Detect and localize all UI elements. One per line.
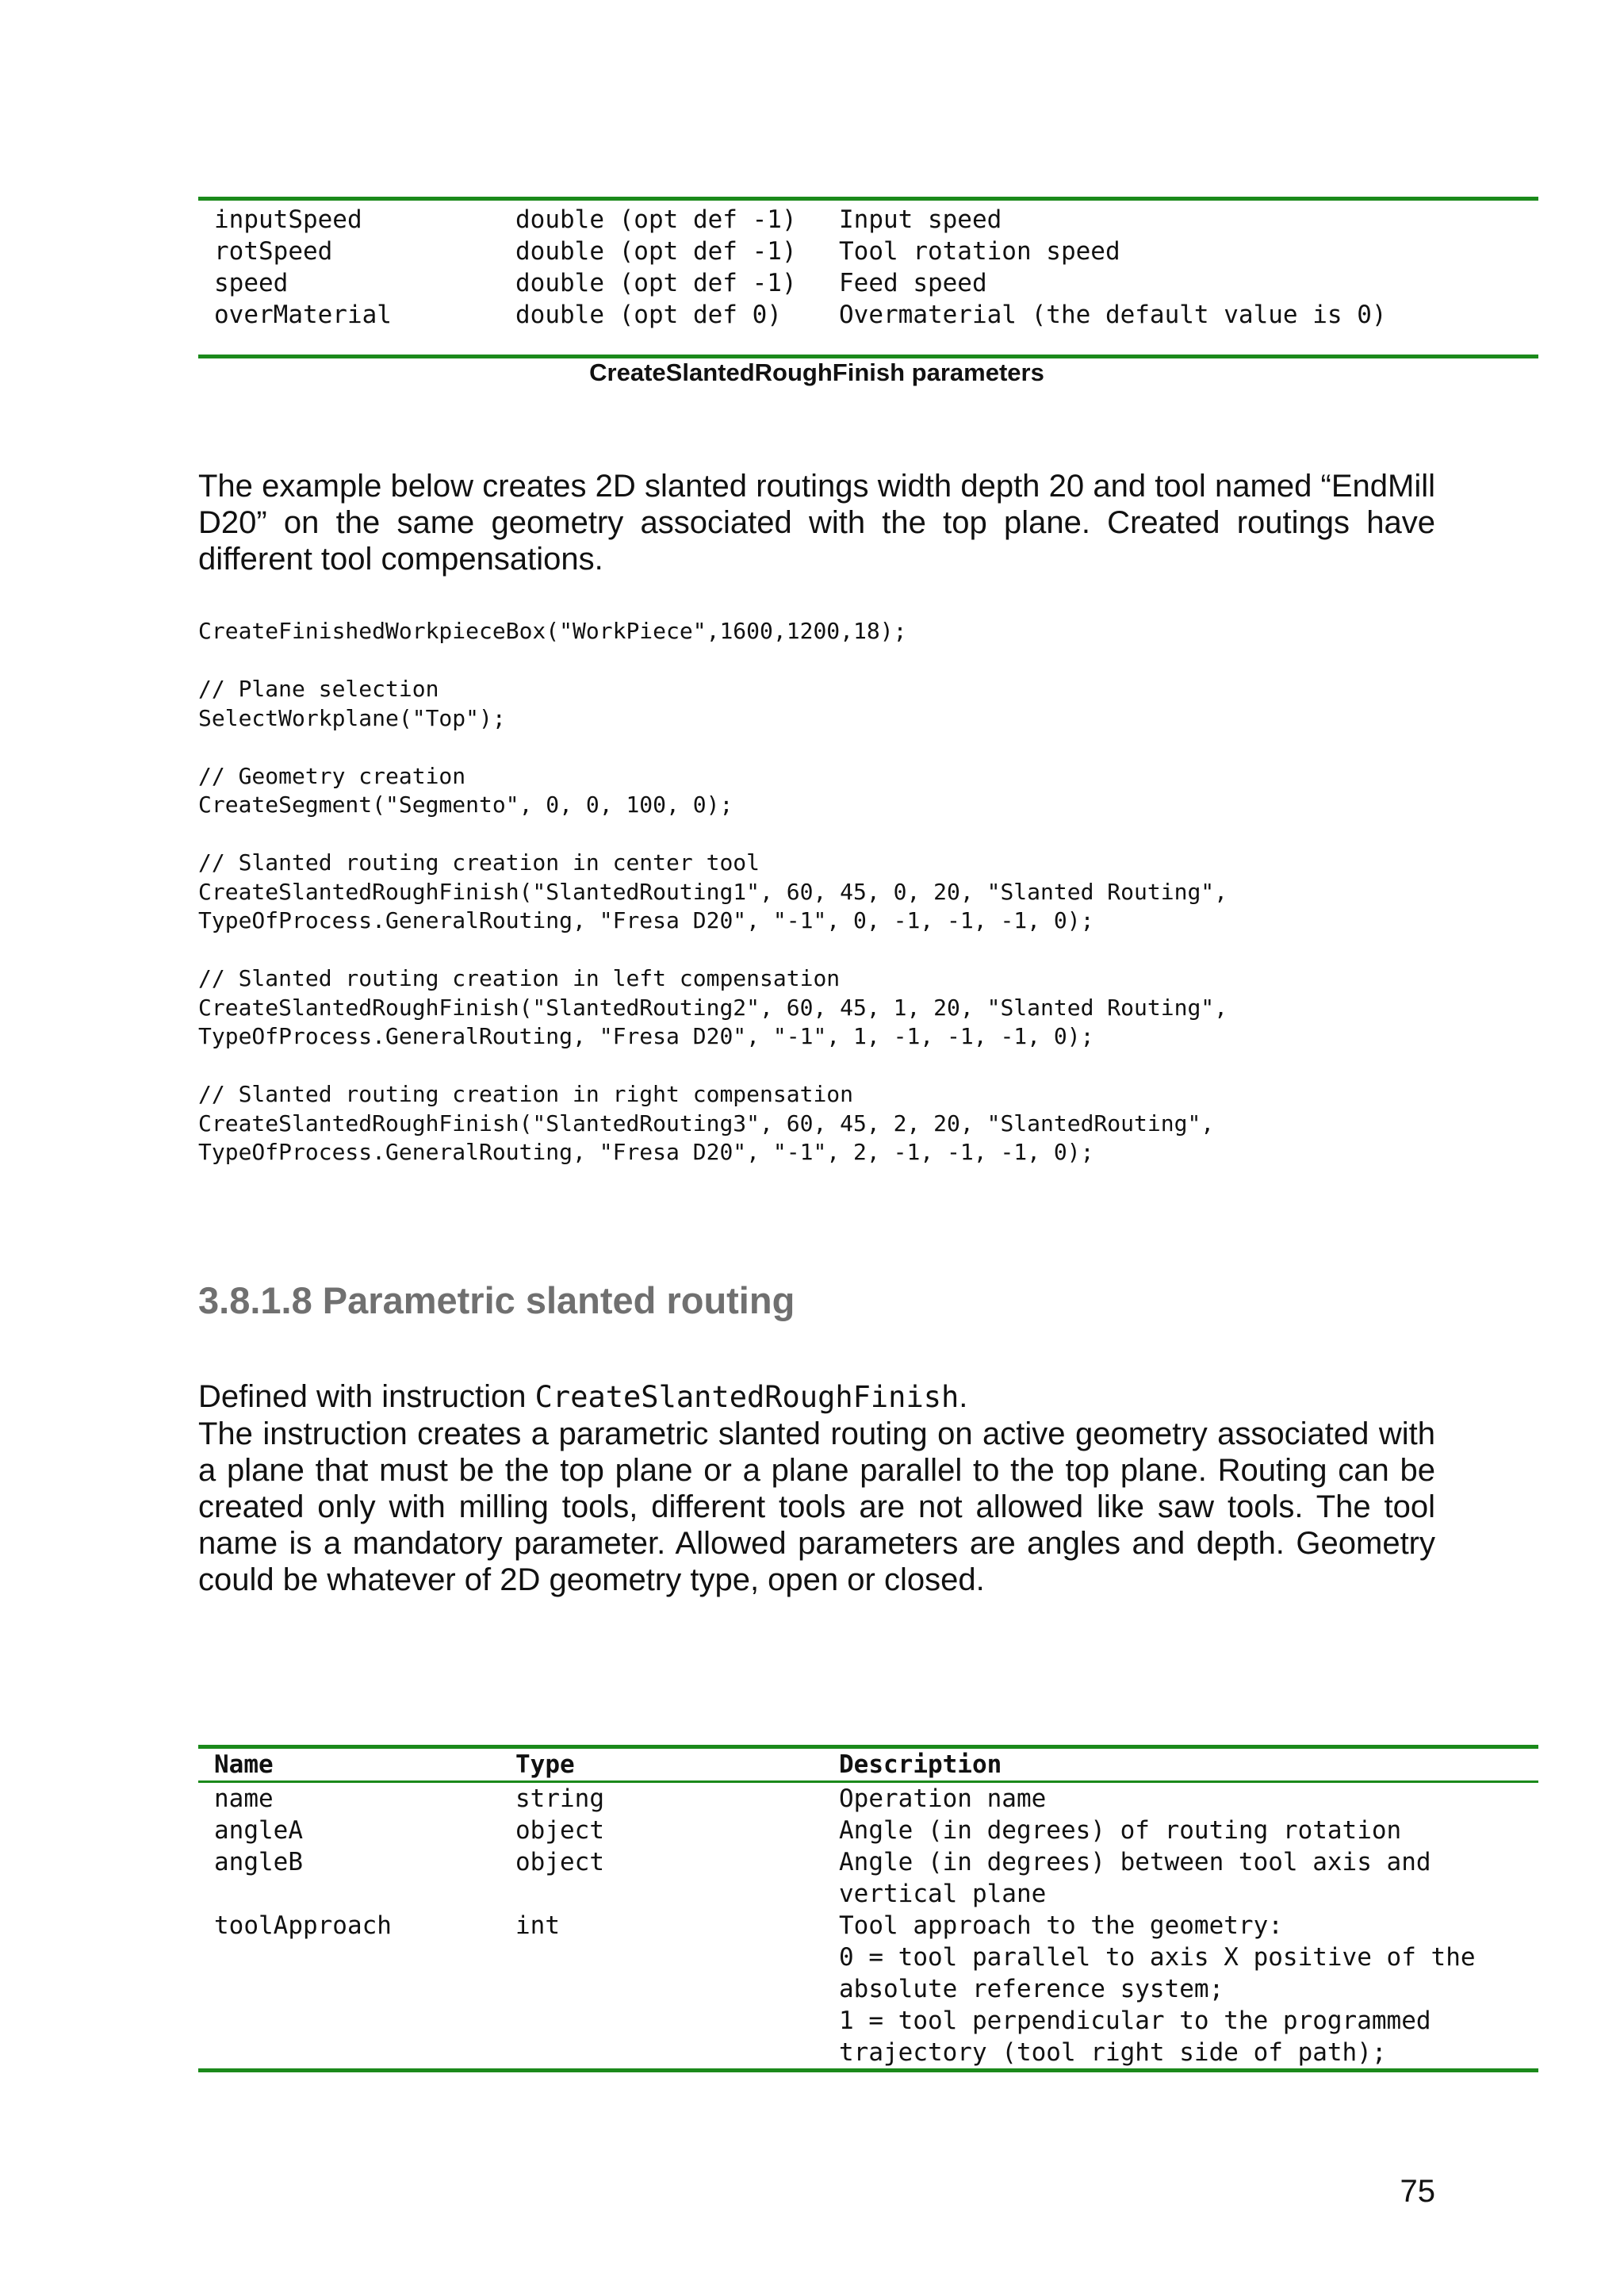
param-type: int	[515, 1911, 560, 1940]
table-row	[198, 267, 1538, 299]
description-body: The instruction creates a parametric slanted routing on active geometry associated with a plane that must be the top plane or a plane parallel to the top plane. Routing can be created only with milling tools, different tools are not allowed like saw tools. The tool name is a mandatory parameter. Allowed parameters are angles and depth. Geometry could be whatever of 2D geometry type, open or closed.	[198, 1416, 1435, 1597]
table-row	[198, 236, 1538, 267]
param-name: toolApproach	[214, 1911, 392, 1940]
description-line: absolute reference system;	[839, 1975, 1224, 2003]
code-line: CreateSegment("Segmento", 0, 0, 100, 0);	[198, 792, 733, 818]
header-description: Description	[839, 1750, 1002, 1779]
code-line: TypeOfProcess.GeneralRouting, "Fresa D20", "-1", 1, -1, -1, -1, 0);	[198, 1023, 1094, 1049]
param-description	[839, 1783, 1538, 1815]
description-line: Feed speed	[839, 269, 987, 297]
code-comment-line: // Slanted routing creation in center tool	[198, 849, 760, 876]
parameters-table	[198, 1745, 1538, 2072]
table-row	[198, 1815, 1538, 1846]
code-line: TypeOfProcess.GeneralRouting, "Fresa D20", "-1", 2, -1, -1, -1, 0);	[198, 1139, 1094, 1165]
param-description	[839, 1910, 1538, 2068]
description-line: Overmaterial (the default value is 0)	[839, 301, 1387, 329]
description-line: Input speed	[839, 205, 1002, 234]
parameters-table-continued	[198, 197, 1538, 358]
param-type: double (opt def -1)	[515, 269, 797, 297]
param-description	[839, 204, 1538, 236]
description-lead: Defined with instruction	[198, 1379, 535, 1414]
param-description	[839, 1846, 1538, 1910]
description-line: Angle (in degrees) of routing rotation	[839, 1816, 1402, 1845]
section-heading: 3.8.1.8 Parametric slanted routing	[198, 1279, 795, 1321]
param-type: string	[515, 1784, 604, 1813]
code-comment-line: // Slanted routing creation in left compensation	[198, 965, 841, 991]
description-line: 1 = tool perpendicular to the programmed	[839, 2007, 1431, 2035]
description-line: Tool approach to the geometry:	[839, 1911, 1283, 1940]
param-type: double (opt def -1)	[515, 237, 797, 266]
code-comment-line: // Geometry creation	[198, 762, 466, 789]
param-description	[839, 236, 1538, 267]
description-line: trajectory (tool right side of path);	[839, 2038, 1387, 2067]
table-row	[198, 1783, 1538, 1815]
code-comment-line: // Slanted routing creation in right compensation	[198, 1081, 854, 1107]
inline-code-instruction: CreateSlantedRoughFinish	[534, 1380, 959, 1414]
param-name: overMaterial	[214, 301, 392, 329]
param-name: inputSpeed	[214, 205, 362, 234]
description-line: Angle (in degrees) between tool axis and	[839, 1848, 1431, 1876]
code-example	[198, 617, 1228, 1167]
code-line: CreateSlantedRoughFinish("SlantedRouting3", 60, 45, 2, 20, "SlantedRouting",	[198, 1110, 1215, 1137]
code-line: CreateSlantedRoughFinish("SlantedRouting1", 60, 45, 0, 20, "Slanted Routing",	[198, 878, 1228, 905]
param-type: double (opt def -1)	[515, 205, 797, 234]
header-name: Name	[214, 1750, 274, 1779]
table-caption: CreateSlantedRoughFinish parameters	[589, 358, 1044, 386]
code-line: SelectWorkplane("Top");	[198, 704, 506, 731]
header-type: Type	[515, 1750, 575, 1779]
param-type: object	[515, 1848, 604, 1876]
param-type: double (opt def 0)	[515, 301, 782, 329]
param-name: rotSpeed	[214, 237, 333, 266]
table-row	[198, 204, 1538, 236]
param-name: angleA	[214, 1816, 303, 1845]
table-header-row	[198, 1749, 1538, 1783]
param-description	[839, 1815, 1538, 1846]
param-name: name	[214, 1784, 274, 1813]
description-line: vertical plane	[839, 1880, 1047, 1908]
code-line: CreateSlantedRoughFinish("SlantedRouting2", 60, 45, 1, 20, "Slanted Routing",	[198, 994, 1228, 1021]
code-comment-line: // Plane selection	[198, 676, 439, 702]
param-name: angleB	[214, 1848, 303, 1876]
param-type: object	[515, 1816, 604, 1845]
table-row	[198, 1910, 1538, 2068]
param-name: speed	[214, 269, 289, 297]
description-lead-end: .	[959, 1379, 968, 1414]
page-number: 75	[1400, 2174, 1435, 2209]
description-line: Tool rotation speed	[839, 237, 1120, 266]
param-description	[839, 267, 1538, 299]
param-description	[839, 299, 1538, 331]
description-line: 0 = tool parallel to axis X positive of the	[839, 1943, 1476, 1972]
table-row	[198, 299, 1538, 331]
table-body	[198, 1783, 1538, 2068]
section-description	[198, 1378, 1435, 1598]
code-line: TypeOfProcess.GeneralRouting, "Fresa D20", "-1", 0, -1, -1, -1, 0);	[198, 907, 1094, 933]
description-line: Operation name	[839, 1784, 1047, 1813]
example-description: The example below creates 2D slanted routings width depth 20 and tool named “EndMill D20” on the same geometry associated with the top plane. Created routings have different tool compensations.	[198, 469, 1435, 577]
table-row	[198, 1846, 1538, 1910]
code-line: CreateFinishedWorkpieceBox("WorkPiece",1600,1200,18);	[198, 618, 907, 644]
